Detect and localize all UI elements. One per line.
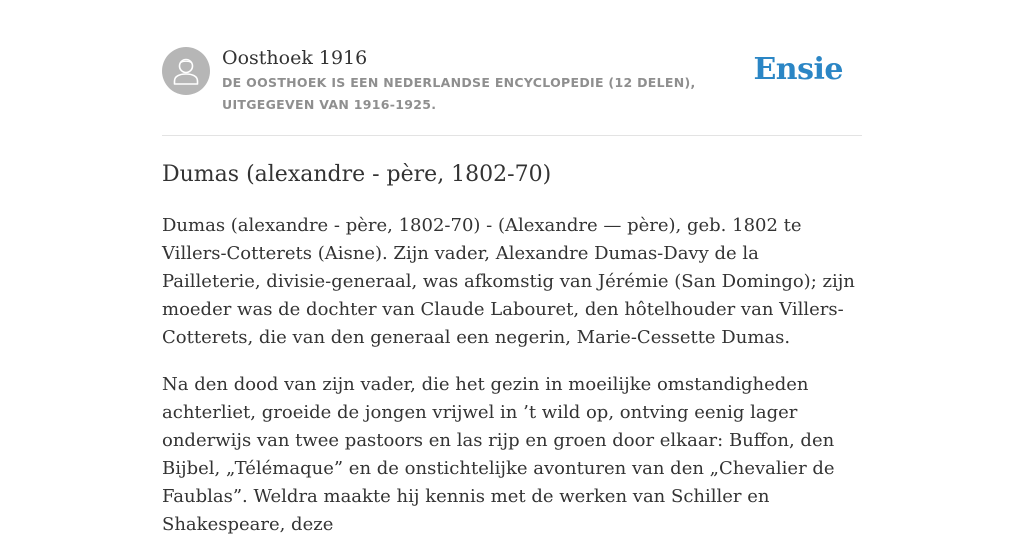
source-name[interactable]: Oosthoek 1916: [222, 47, 368, 69]
article-title: Dumas (alexandre - père, 1802-70): [162, 162, 552, 187]
article-paragraph: Dumas (alexandre - père, 1802-70) - (Alexandre — père), geb. 1802 te Villers-Cotterets (Aisne). Zijn vader, Alexandre Dumas-Davy de la Pailleterie, divisie-generaal, was afkomstig van Jérémie (San Domingo); zijn moeder was de dochter van Claude Labouret, den hôtelhouder van Villers-Cotterets, die van den generaal een negerin, Marie-Cessette Dumas.: [162, 215, 855, 348]
source-header: [162, 46, 862, 136]
article-body: [162, 212, 862, 558]
ensie-logo[interactable]: Ensie: [753, 52, 843, 87]
user-icon[interactable]: [162, 47, 210, 95]
article-paragraph: Na den dood van zijn vader, die het gezin in moeilijke omstandigheden achterliet, groeide de jongen vrijwel in ’t wild op, ontving eenig lager onderwijs van twee pastoors en las rijp en groen door elkaar: Buffon, den Bijbel, „Télémaque” en de onstichtelijke avonturen van den „Chevalier de Faublas”. Weldra maakte hij kennis met de werken van Schiller en Shakespeare, deze: [162, 374, 835, 535]
source-description: DE OOSTHOEK IS EEN NEDERLANDSE ENCYCLOPEDIE (12 DELEN), UITGEGEVEN VAN 1916-1925.: [222, 75, 696, 112]
header-divider: [162, 135, 862, 136]
